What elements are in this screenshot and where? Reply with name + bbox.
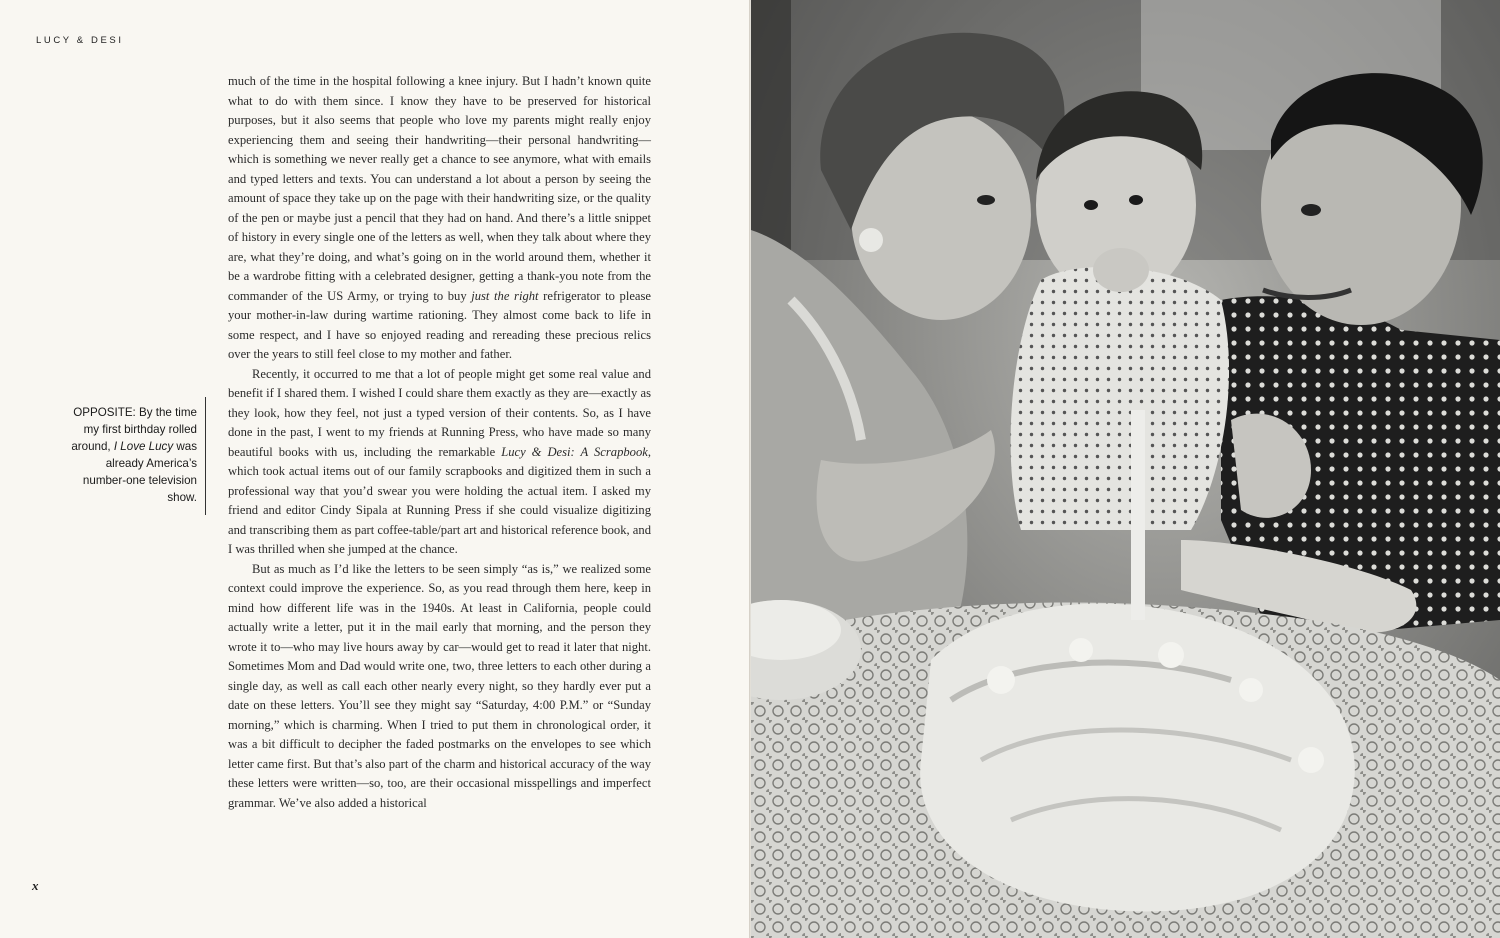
photo-caption [60, 404, 197, 506]
paragraph-2 [228, 365, 651, 560]
paragraph-2-text-b: , which took actual items out of our family scrapbooks and digitized them in such a professional way that you’d swear you were holding the actual item. I asked my friend and editor Cindy Sipala at Running Press if she could visualize digitizing and transcribing them as part coffee-table/part art and historical reference book, and I was thrilled when she jumped at the chance. [228, 444, 652, 556]
paragraph-2-book-title: Lucy & Desi: A Scrapbook [501, 444, 648, 459]
family-birthday-photo [751, 0, 1500, 938]
running-head: LUCY & DESI [36, 35, 124, 46]
paragraph-3: But as much as I’d like the letters to be seen simply “as is,” we realized some context could improve the experience. So, as you read through them here, keep in mind how different life was in the 1940s. At least in California, people could actually write a letter, put it in the mail early that morning, and the person they wrote it to—who may live hours away by car—would get to read it later that night. Sometimes Mom and Dad would write one, two, three letters to each other during a single day, as well as call each other nearly every night, so they hardly ever put a date on these letters. You’ll see they might say “Saturday, 4:00 P.M.” or “Sunday morning,” which is charming. When I tried to put them in chronological order, it was a bit difficult to decipher the faded postmarks on the envelopes to see which letter came first. But that’s also part of the charm and historical accuracy of the way these letters were written—so, too, are their occasional misspellings and imperfect grammar. We’ve also added a historical [228, 561, 651, 810]
paragraph-1 [228, 72, 651, 365]
caption-lead: OPPOSITE: By the time my first birthday rolled around, [71, 406, 197, 453]
page-number: x [32, 878, 39, 893]
paragraph-1-emphasis: just the right [471, 288, 539, 303]
body-text [228, 72, 651, 813]
birthday-candle [1131, 410, 1145, 620]
baby-dress [1011, 267, 1229, 530]
caption-rule [205, 397, 206, 515]
family-birthday-photo-icon [751, 0, 1500, 938]
paragraph-1-text-b: refrigerator to please your mother-in-law during wartime rationing. They almost come back to life in some respect, and I have so enjoyed reading and rereading these precious relics over the years to still feel close to my mother and father. [228, 288, 651, 361]
caption-tail: was already America’s number-one television show. [82, 440, 197, 504]
paragraph-2-text-a: Recently, it occurred to me that a lot of people might get some real value and benefit if I shared them. I wished I could share them exactly as they are—exactly as they look, how they feel, not just a typed version of their contents. So, as I have done in the past, I went to my friends at Running Press, who have made so many beautiful books with us, including the remarkable [228, 366, 651, 459]
paragraph-1-text-a: much of the time in the hospital following a knee injury. But I hadn’t known quite what to do with them since. I know they have to be preserved for historical purposes, but it also seems that people who love my parents might really enjoy experiencing them and seeing their handwriting—their personal handwriting—which is something we never really get a chance to see anymore, what with emails and typed letters and texts. You can understand a lot about a person by seeing the amount of space they take up on the page with their handwriting size, or the quality of the pen or maybe just a pencil that they had on hand. And there’s a little snippet of history in every single one of the letters as well, when they talk about where they are, what they’re doing, and what’s going on in the world around them, whether it be a wardrobe fitting with a celebrated designer, getting a thank-you note from the commander of the US Army, or trying to buy [228, 74, 651, 303]
caption-show-title: I Love Lucy [113, 440, 174, 453]
